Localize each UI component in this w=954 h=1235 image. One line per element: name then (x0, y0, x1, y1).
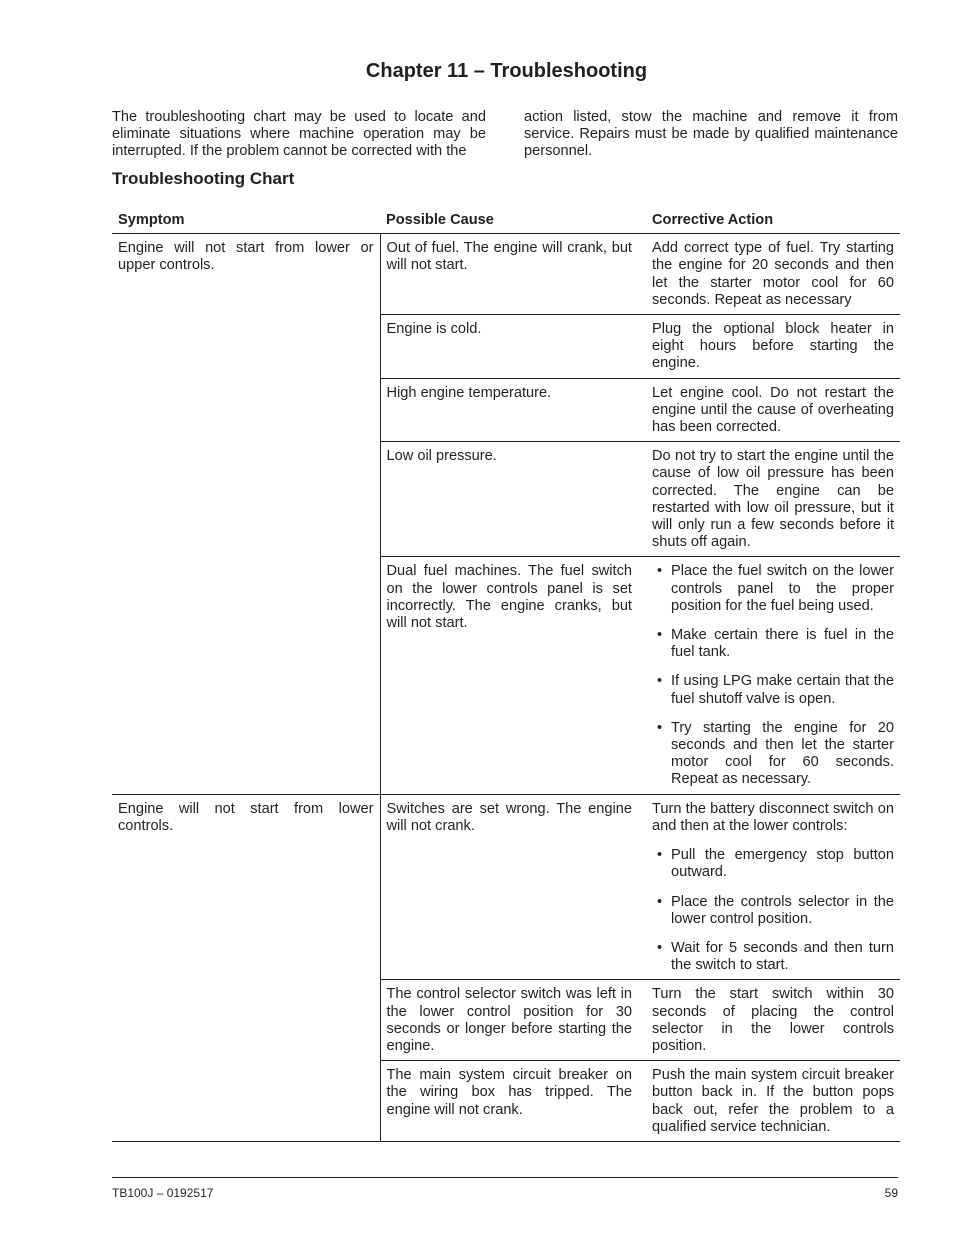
cause-cell: The main system circuit breaker on the wiring box has tripped. The engine will not crank. (380, 1061, 646, 1142)
action-cell: Let engine cool. Do not restart the engine until the cause of overheating has been corrected. (646, 378, 900, 442)
header-corrective-action: Corrective Action (646, 208, 900, 234)
action-bullet-list (652, 563, 894, 788)
cause-cell: Dual fuel machines. The fuel switch on the lower controls panel is set incorrectly. The engine cranks, but will not start. (380, 557, 646, 794)
action-cell: Push the main system circuit breaker button back in. If the button pops back out, refer the problem to a qualified service technician. (646, 1061, 900, 1142)
list-item: • Wait for 5 seconds and then turn the switch to start. (657, 939, 894, 974)
footer-page-number: 59 (884, 1186, 898, 1200)
list-item: • If using LPG make certain that the fuel shutoff valve is open. (657, 673, 894, 707)
action-cell: Turn the start switch within 30 seconds of placing the control selector in the lower controls position. (646, 980, 900, 1061)
cause-cell: High engine temperature. (380, 378, 646, 442)
bullet-icon: • (657, 847, 663, 864)
bullet-icon: • (657, 627, 663, 644)
action-cell: Plug the optional block heater in eight hours before starting the engine. (646, 315, 900, 379)
cause-cell: Switches are set wrong. The engine will not crank. (380, 794, 646, 980)
header-symptom: Symptom (112, 208, 380, 234)
list-item: • Pull the emergency stop button outward. (657, 847, 894, 881)
bullet-icon: • (657, 673, 663, 690)
action-cell (646, 794, 900, 980)
list-item: • Place the fuel switch on the lower controls panel to the proper position for the fuel being used. (657, 563, 894, 614)
action-lead-text: Turn the battery disconnect switch on and then at the lower controls: (652, 800, 894, 834)
header-possible-cause: Possible Cause (380, 208, 646, 234)
intro-right-column: action listed, stow the machine and remove it from service. Repairs must be made by qualified maintenance personnel. (524, 109, 898, 160)
chapter-title: Chapter 11 – Troubleshooting (365, 60, 648, 82)
symptom-cell: Engine will not start from lower controls. (112, 794, 380, 1141)
table-row (112, 234, 900, 315)
footer-document-id: TB100J – 0192517 (112, 1186, 214, 1200)
list-item: • Try starting the engine for 20 seconds and then let the starter motor cool for 60 seconds. Repeat as necessary. (657, 719, 894, 788)
action-cell (646, 557, 900, 794)
bullet-icon: • (657, 893, 663, 910)
table-row (112, 794, 900, 980)
cause-cell: The control selector switch was left in the lower control position for 30 seconds or longer before starting the engine. (380, 980, 646, 1061)
list-item: • Make certain there is fuel in the fuel tank. (657, 627, 894, 661)
section-heading: Troubleshooting Chart (112, 169, 295, 188)
intro-text (112, 109, 898, 161)
bullet-icon: • (657, 719, 663, 736)
bullet-icon: • (657, 939, 663, 956)
cause-cell: Out of fuel. The engine will crank, but will not start. (380, 234, 646, 315)
action-cell: Do not try to start the engine until the cause of low oil pressure has been corrected. The engine can be restarted with low oil pressure, but it will only run a few seconds before it shuts off again. (646, 442, 900, 557)
action-bullet-list (652, 847, 894, 974)
footer-divider (112, 1177, 898, 1178)
symptom-cell: Engine will not start from lower or upper controls. (112, 234, 380, 794)
intro-left-column: The troubleshooting chart may be used to locate and eliminate situations where machine operation may be interrupted. If the problem cannot be corrected with the (112, 109, 486, 160)
cause-cell: Low oil pressure. (380, 442, 646, 557)
cause-cell: Engine is cold. (380, 315, 646, 379)
action-cell: Add correct type of fuel. Try starting the engine for 20 seconds and then let the starter motor cool for 60 seconds. Repeat as necessary (646, 234, 900, 315)
bullet-icon: • (657, 563, 663, 580)
troubleshooting-table (112, 208, 900, 1142)
list-item: • Place the controls selector in the lower control position. (657, 893, 894, 927)
table-header-row (112, 208, 900, 234)
